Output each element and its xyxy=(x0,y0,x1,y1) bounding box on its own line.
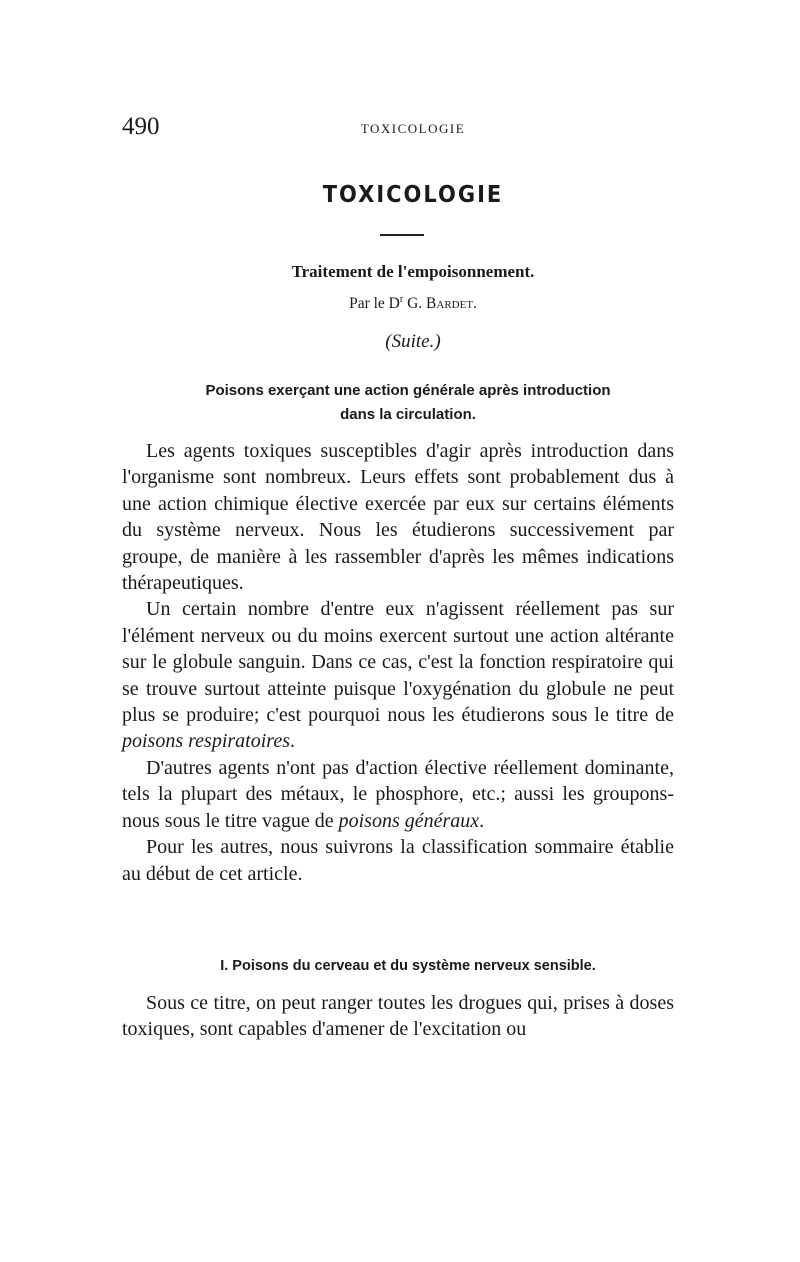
paragraph-2-emphasis: poisons respiratoires xyxy=(122,730,290,753)
running-head xyxy=(122,113,674,143)
continuation-note: (Suite.) xyxy=(385,331,441,352)
author-prefix: Par le D xyxy=(349,295,400,313)
paragraph-3 xyxy=(122,755,674,834)
author-name: G. Bardet. xyxy=(407,295,477,313)
running-title: TOXICOLOGIE xyxy=(360,121,466,136)
paragraph-4: Pour les autres, nous suivrons la classification sommaire établie au début de cet article. xyxy=(122,836,674,885)
subheading xyxy=(122,379,674,427)
subsection-heading: I. Poisons du cerveau et du système nerveux sensible. xyxy=(220,958,596,974)
paragraph-2-text: Un certain nombre d'entre eux n'agissent réellement pas sur l'élément nerveux ou du moins exercent surtout une action altérante sur le globule sanguin. Dans ce cas, c'est la fonction respiratoire qui se trouve surtout atteinte puisque l'oxygénation du globule ne peut plus se produire; c'est pourquoi nous les étudierons sous le titre de xyxy=(122,598,674,727)
paragraph-5: Sous ce titre, on peut ranger toutes les drogues qui, prises à doses toxiques, sont capables d'amener de l'excitation ou xyxy=(122,992,674,1041)
body-text-continued xyxy=(122,990,674,1043)
author-line xyxy=(122,294,674,313)
body-text xyxy=(122,438,674,887)
author-prefix-superscript: r xyxy=(399,294,404,305)
paragraph-2-end: . xyxy=(289,730,295,753)
paragraph-3-emphasis: poisons généraux xyxy=(338,809,480,832)
article-title: Traitement de l'empoisonnement. xyxy=(291,262,535,281)
title-divider xyxy=(380,234,424,236)
subheading-line-1: Poisons exerçant une action générale après introduction xyxy=(205,382,611,399)
paragraph-2 xyxy=(122,596,674,754)
paragraph-3-end: . xyxy=(479,809,485,832)
page-number: 490 xyxy=(122,113,160,140)
paragraph-1: Les agents toxiques susceptibles d'agir après introduction dans l'organisme sont nombreux. Leurs effets sont probablement dus à une action chimique élective exercée par eux sur certains éléments du système nerveux. Nous les étudierons successivement par groupe, de manière à les rassembler d'après les mêmes indications thérapeutiques. xyxy=(122,440,674,595)
section-title: TOXICOLOGIE xyxy=(322,180,504,208)
subheading-line-2: dans la circulation. xyxy=(340,406,476,423)
paragraph-3-text: D'autres agents n'ont pas d'action élective réellement dominante, tels la plupart des métaux, le phosphore, etc.; aussi les groupons-nous sous le titre vague de xyxy=(122,756,674,832)
